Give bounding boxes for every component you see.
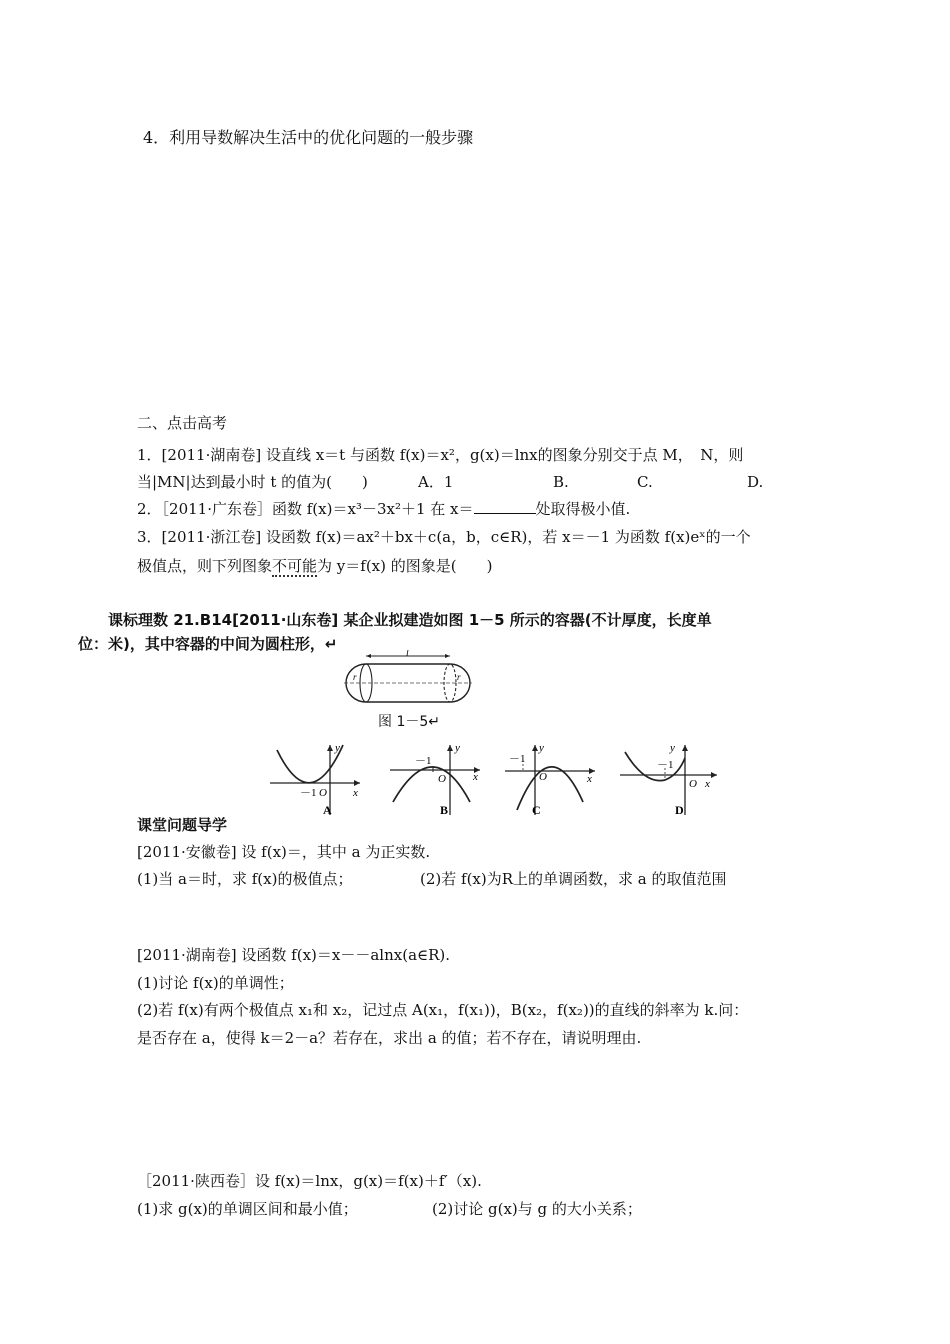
q1-option-d: D.	[747, 473, 764, 491]
guide-shaanxi-part2: (2)讨论 g(x)与 g 的大小关系；	[432, 1200, 642, 1218]
guide-hunan-line4: 是否存在 a，使得 k＝2－a？若存在，求出 a 的值；若不存在，请说明理由.	[137, 1029, 642, 1047]
fig-r-right: r	[457, 672, 461, 682]
graph-d	[620, 742, 717, 817]
fig-r-left: r	[353, 672, 357, 682]
graph-c-neg1: －1	[509, 753, 526, 765]
graph-d-neg1: －1	[657, 759, 674, 771]
scan-line2: 位：米)，其中容器的中间为圆柱形，↵	[78, 635, 338, 653]
graph-c-x: x	[587, 773, 592, 785]
graph-b-y: y	[455, 742, 460, 754]
guide-hunan-line3: (2)若 f(x)有两个极值点 x₁和 x₂，记过点 A(x₁，f(x₁))，B(x₂，f(x₂))的直线的斜率为 k.问：	[137, 1001, 749, 1019]
q2-part2: 处取得极小值.	[535, 500, 631, 518]
graph-d-origin: O	[689, 778, 697, 790]
q3-line2a: 极值点，则下列图象	[137, 557, 273, 575]
guide-anhui-part1: (1)当 a＝时，求 f(x)的极值点；	[137, 870, 353, 888]
graph-b-x: x	[473, 771, 478, 783]
guide-shaanxi-part1: (1)求 g(x)的单调区间和最小值；	[137, 1200, 358, 1218]
scan-line1: 课标理数 21.B14[2011·山东卷] 某企业拟建造如图 1－5 所示的容器(不计厚度，长度单	[108, 611, 712, 629]
graph-d-x: x	[705, 778, 710, 790]
guide-hunan-line2: (1)讨论 f(x)的单调性；	[137, 974, 294, 992]
graph-d-label: D	[675, 803, 684, 817]
q1-line2: 当|MN|达到最小时 t 的值为( )	[137, 473, 368, 491]
graph-d-y: y	[670, 742, 675, 754]
graph-b-neg1: －1	[415, 755, 432, 767]
q3-line2	[137, 556, 492, 576]
q3-line1: 3．[2011·浙江卷] 设函数 f(x)＝ax²＋bx＋c(a，b，c∈R)，若 x＝－1 为函数 f(x)eˣ的一个	[137, 528, 751, 546]
q1-option-a: A．1	[418, 473, 454, 491]
q1-option-c: C.	[637, 473, 653, 491]
guide-hunan-line1: [2011·湖南卷] 设函数 f(x)＝x－－alnx(a∈R).	[137, 946, 451, 964]
graph-b	[390, 742, 480, 817]
graph-c-label: C	[532, 803, 541, 817]
q3-line2c: 为 y＝f(x) 的图象是( )	[317, 557, 493, 575]
graph-c	[505, 742, 595, 817]
q3-emphasis: 不可能	[272, 557, 318, 575]
section-2-title: 二、点击高考	[137, 414, 228, 432]
section-4-title: 4．利用导数解决生活中的优化问题的一般步骤	[143, 128, 474, 147]
graph-c-origin: O	[539, 771, 547, 783]
q2-line	[137, 499, 630, 519]
q2-part1: 2．［2011·广东卷］函数 f(x)＝x³－3x²＋1 在 x＝	[137, 500, 474, 518]
fig-caption: 图 1－5↵	[378, 714, 440, 730]
graph-b-origin: O	[438, 773, 446, 785]
q2-blank[interactable]	[474, 499, 536, 514]
container-diagram	[338, 650, 478, 712]
option-graphs	[265, 740, 725, 820]
graph-c-y: y	[539, 742, 544, 754]
q1-option-b: B.	[553, 473, 569, 491]
graph-a-x: x	[353, 787, 358, 799]
guide-shaanxi-line1: ［2011·陕西卷］设 f(x)＝lnx，g(x)＝f(x)＋f′（x).	[137, 1172, 482, 1190]
graph-a-origin: O	[319, 787, 327, 799]
graph-a-label: A	[323, 803, 332, 817]
graph-a	[270, 742, 360, 817]
graph-a-y: y	[335, 742, 340, 754]
guide-anhui-part2: (2)若 f(x)为R上的单调函数，求 a 的取值范围	[420, 870, 727, 888]
guide-anhui-line1: [2011·安徽卷] 设 f(x)＝，其中 a 为正实数.	[137, 843, 431, 861]
graph-a-neg1: －1	[300, 787, 317, 799]
guide-title: 课堂问题导学	[137, 816, 228, 834]
graph-b-label: B	[440, 803, 449, 817]
q1-line1: 1．[2011·湖南卷] 设直线 x＝t 与函数 f(x)＝x²，g(x)＝lnx的图象分别交于点 M， N，则	[137, 446, 744, 464]
fig-l-label: l	[406, 650, 409, 659]
